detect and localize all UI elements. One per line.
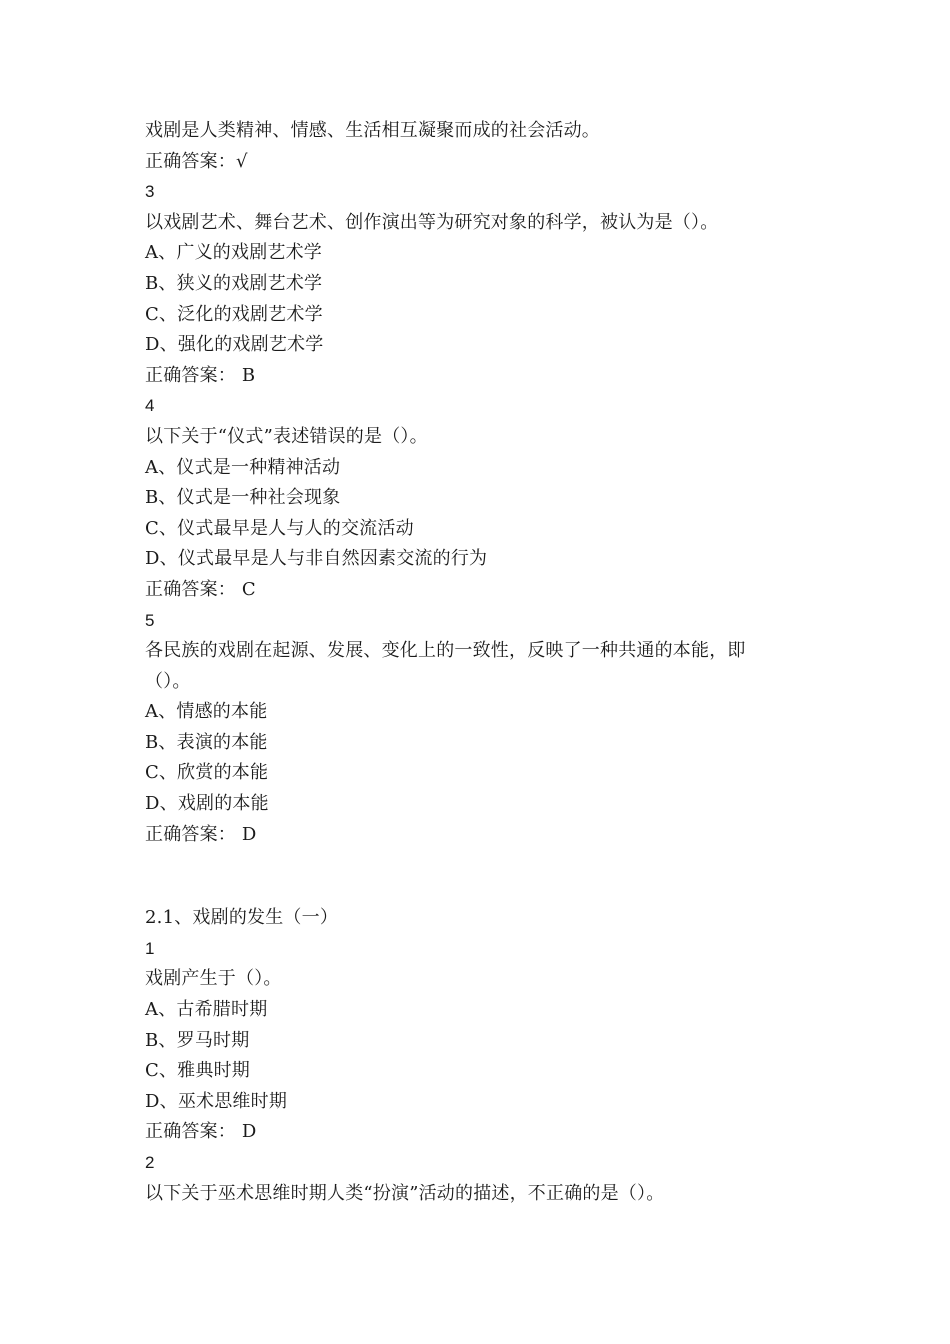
question-text: 以下关于“仪式”表述错误的是（）。 (145, 425, 428, 447)
answer-text: 正确答案：√ (145, 150, 248, 172)
answer-text: 正确答案： D (145, 823, 257, 845)
option-c: C、仪式最早是人与人的交流活动 (145, 517, 414, 539)
option-a: A、情感的本能 (145, 701, 268, 723)
question-text: 各民族的戏剧在起源、发展、变化上的一致性，反映了一种共通的本能，即（）。 (145, 640, 746, 692)
question-number: 5 (145, 610, 155, 630)
question-block (145, 1148, 805, 1209)
question-text: 以下关于巫术思维时期人类“扮演”活动的描述，不正确的是（）。 (145, 1182, 665, 1204)
question-block (145, 934, 805, 1148)
answer-text: 正确答案： C (145, 578, 256, 600)
question-number: 2 (145, 1153, 155, 1172)
option-b: B、表演的本能 (145, 731, 268, 753)
option-d: D、仪式最早是人与非自然因素交流的行为 (145, 548, 488, 570)
question-block (145, 606, 805, 851)
section-gap (145, 850, 805, 903)
option-c: C、雅典时期 (145, 1060, 250, 1082)
question-block (145, 391, 805, 605)
answer-text: 正确答案： B (145, 364, 256, 386)
option-a: A、古希腊时期 (145, 999, 268, 1021)
option-b: B、罗马时期 (145, 1029, 250, 1051)
option-d: D、强化的戏剧艺术学 (145, 334, 324, 356)
question-text: 戏剧产生于（）。 (145, 968, 282, 990)
option-b: B、仪式是一种社会现象 (145, 487, 341, 509)
option-d: D、巫术思维时期 (145, 1090, 288, 1112)
option-d: D、戏剧的本能 (145, 793, 269, 815)
question-block (145, 177, 805, 391)
option-a: A、仪式是一种精神活动 (145, 456, 341, 478)
question-number: 4 (145, 396, 155, 416)
option-c: C、泛化的戏剧艺术学 (145, 303, 323, 325)
option-c: C、欣赏的本能 (145, 762, 269, 784)
answer-text: 正确答案： D (145, 1121, 257, 1143)
question-number: 3 (145, 182, 155, 202)
option-b: B、狭义的戏剧艺术学 (145, 272, 323, 294)
statement-text: 戏剧是人类精神、情感、生活相互凝聚而成的社会活动。 (145, 120, 600, 141)
option-a: A、广义的戏剧艺术学 (145, 242, 322, 264)
question-text: 以戏剧艺术、舞台艺术、创作演出等为研究对象的科学，被认为是（）。 (145, 211, 719, 233)
question-number: 1 (145, 938, 155, 958)
section-title: 2.1、戏剧的发生（一） (145, 907, 339, 929)
document-page (145, 116, 805, 1209)
